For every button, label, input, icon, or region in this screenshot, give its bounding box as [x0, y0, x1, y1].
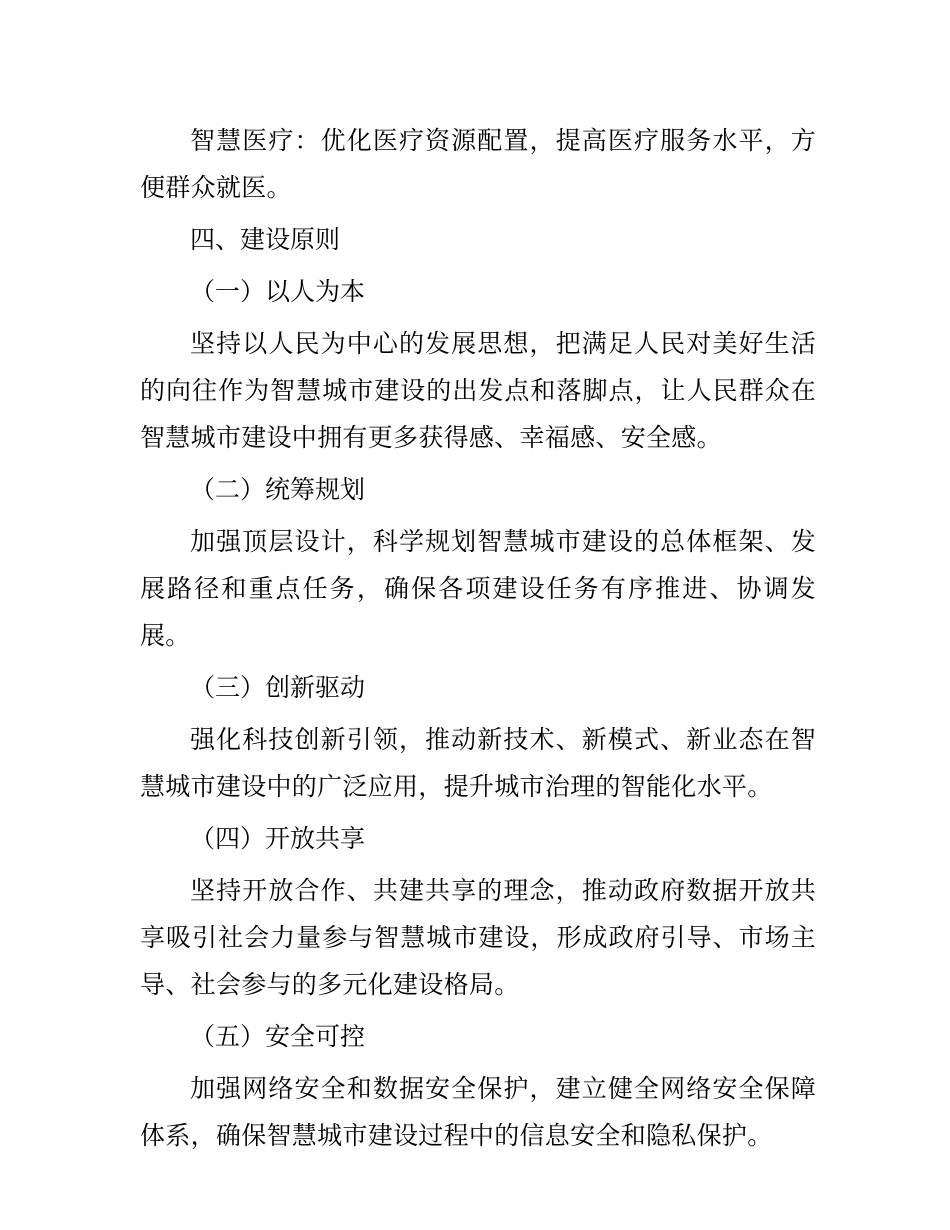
paragraph-overall-planning: 加强顶层设计，科学规划智慧城市建设的总体框架、发展路径和重点任务，确保各项建设任务有序推进、协调发展。 — [140, 527, 816, 650]
section-heading-principles: 四、建设原则 — [190, 225, 341, 254]
paragraph-smart-healthcare: 智慧医疗：优化医疗资源配置，提高医疗服务水平，方便群众就医。 — [140, 126, 816, 202]
paragraph-open-sharing: 坚持开放合作、共建共享的理念，推动政府数据开放共享吸引社会力量参与智慧城市建设，形成政府引导、市场主导、社会参与的多元化建设格局。 — [140, 876, 816, 999]
subheading-innovation-driven: （三）创新驱动 — [190, 673, 366, 702]
subheading-open-sharing: （四）开放共享 — [190, 824, 366, 853]
paragraph-security-control: 加强网络安全和数据安全保护，建立健全网络安全保障体系，确保智慧城市建设过程中的信息安全和隐私保护。 — [140, 1074, 816, 1150]
paragraph-people-oriented: 坚持以人民为中心的发展思想，把满足人民对美好生活的向往作为智慧城市建设的出发点和落脚点，让人民群众在智慧城市建设中拥有更多获得感、幸福感、安全感。 — [140, 329, 816, 452]
subheading-people-oriented: （一）以人为本 — [190, 277, 366, 306]
document-page — [140, 117, 816, 1164]
subheading-overall-planning: （二）统筹规划 — [190, 475, 366, 504]
paragraph-innovation-driven: 强化科技创新引领，推动新技术、新模式、新业态在智慧城市建设中的广泛应用，提升城市治理的智能化水平。 — [140, 725, 816, 801]
subheading-security-control: （五）安全可控 — [190, 1022, 366, 1051]
